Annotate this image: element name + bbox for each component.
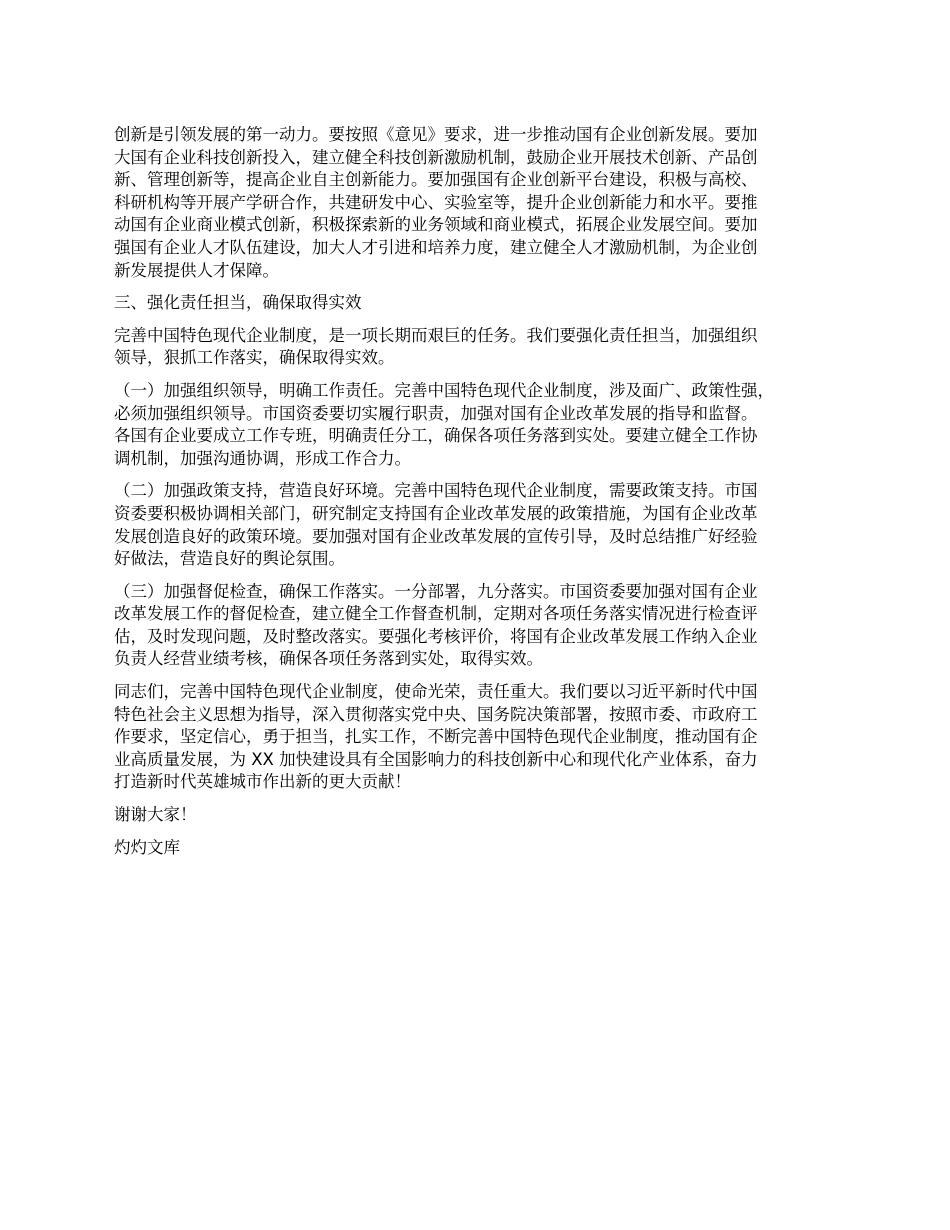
text-line: 大国有企业科技创新投入，建立健全科技创新激励机制，鼓励企业开展技术创新、产品创 xyxy=(114,147,758,167)
paragraph-thanks xyxy=(114,804,856,827)
paragraph-intro xyxy=(114,325,856,370)
document-page xyxy=(114,124,856,869)
text-line: 特色社会主义思想为指导，深入贯彻落实党中央、国务院决策部署，按照市委、市政府工 xyxy=(114,704,758,724)
text-line: 领导，狠抓工作落实，确保取得实效。 xyxy=(114,348,395,368)
text-line: （三）加强督促检查，确保工作落实。一分部署，九分落实。市国资委要加强对国有企业 xyxy=(114,581,758,601)
text-line: 新、管理创新等，提高企业自主创新能力。要加强国有企业创新平台建设，积极与高校、 xyxy=(114,170,758,190)
text-line: 估，及时发现问题，及时整改落实。要强化考核评价，将国有企业改革发展工作纳入企业 xyxy=(114,626,758,646)
text-line: 强国有企业人才队伍建设，加大人才引进和培养力度，建立健全人才激励机制，为企业创 xyxy=(114,237,758,257)
text-line: 改革发展工作的督促检查，建立健全工作督查机制，定期对各项任务落实情况进行检查评 xyxy=(114,604,758,624)
section-heading xyxy=(114,292,856,315)
text-line: 新发展提供人才保障。 xyxy=(114,260,279,280)
text-line: 创新是引领发展的第一动力。要按照《意见》要求，进一步推动国有企业创新发展。要加 xyxy=(114,125,758,144)
text-line: 资委要积极协调相关部门，研究制定支持国有企业改革发展的政策措施，为国有企业改革 xyxy=(114,503,758,523)
text-line: 调机制，加强沟通协调，形成工作合力。 xyxy=(114,448,411,468)
text-line: 完善中国特色现代企业制度，是一项长期而艰巨的任务。我们要强化责任担当，加强组织 xyxy=(114,325,758,345)
text-line: （一）加强组织领导，明确工作责任。完善中国特色现代企业制度，涉及面广、政策性强， xyxy=(114,380,774,400)
text-line: 发展创造良好的政策环境。要加强对国有企业改革发展的宣传引导，及时总结推广好经验 xyxy=(114,526,758,546)
text-line: 好做法，营造良好的舆论氛围。 xyxy=(114,549,345,569)
paragraph-source xyxy=(114,837,856,860)
text-line: 灼灼文库 xyxy=(114,837,180,857)
text-line: 打造新时代英雄城市作出新的更大贡献！ xyxy=(114,772,411,792)
text-line: 同志们，完善中国特色现代企业制度，使命光荣，责任重大。我们要以习近平新时代中国 xyxy=(114,682,758,702)
paragraph-item-3 xyxy=(114,581,856,671)
text-line: 动国有企业商业模式创新，积极探索新的业务领域和商业模式，拓展企业发展空间。要加 xyxy=(114,215,758,235)
text-line: 谢谢大家！ xyxy=(114,805,197,825)
text-line: （二）加强政策支持，营造良好环境。完善中国特色现代企业制度，需要政策支持。市国 xyxy=(114,481,758,501)
paragraph-closing xyxy=(114,681,856,794)
text-line: 作要求，坚定信心，勇于担当，扎实工作，不断完善中国特色现代企业制度，推动国有企 xyxy=(114,727,758,747)
text-line: 三、强化责任担当，确保取得实效 xyxy=(114,293,362,313)
text-line: 科研机构等开展产学研合作，共建研发中心、实验室等，提升企业创新能力和水平。要推 xyxy=(114,192,758,212)
text-line: 各国有企业要成立工作专班，明确责任分工，确保各项任务落到实处。要建立健全工作协 xyxy=(114,426,758,446)
paragraph-innovation xyxy=(114,124,856,282)
text-line: 负责人经营业绩考核，确保各项任务落到实处，取得实效。 xyxy=(114,649,543,669)
paragraph-item-1 xyxy=(114,380,856,470)
text-line: 业高质量发展，为 XX 加快建设具有全国影响力的科技创新中心和现代化产业体系，奋力 xyxy=(114,749,758,769)
paragraph-item-2 xyxy=(114,480,856,570)
text-line: 必须加强组织领导。市国资委要切实履行职责，加强对国有企业改革发展的指导和监督。 xyxy=(114,403,758,423)
